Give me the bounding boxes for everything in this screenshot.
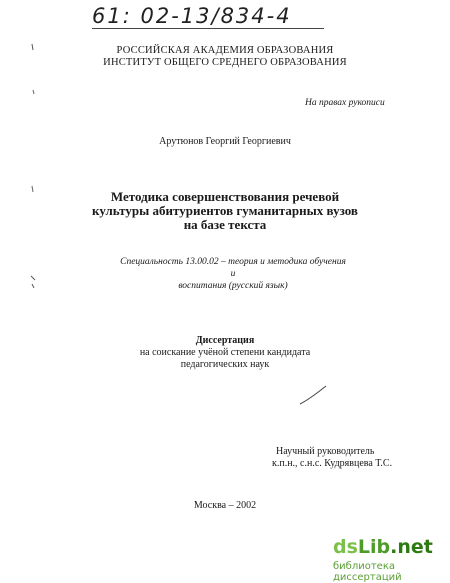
logo-part-ds: ds <box>333 536 358 558</box>
title-line-1: Методика совершенствования речевой <box>110 189 340 204</box>
signature-stroke <box>298 384 328 406</box>
logo-part-net: .net <box>390 536 433 558</box>
dissertation-title <box>0 190 450 232</box>
specialty-line-1: Специальность 13.00.02 – теория и методика обучения и <box>120 257 346 279</box>
city-year: Москва – 2002 <box>193 500 257 511</box>
specialty <box>118 256 348 292</box>
supervisor-line-2: к.п.н., с.н.с. Кудрявцева Т.С. <box>272 458 393 469</box>
degree-purpose-line-2: педагогических наук <box>180 359 270 370</box>
dissertation-label: Диссертация <box>195 335 255 346</box>
logo-part-lib: Lib <box>357 536 391 558</box>
watermark-subtitle: библиотека диссертаций <box>333 561 402 583</box>
dslib-watermark <box>333 536 450 583</box>
supervisor-block <box>272 446 393 470</box>
supervisor-line-1: Научный руководитель <box>276 446 375 457</box>
dslib-logo <box>333 536 433 558</box>
organization-line-2: ИНСТИТУТ ОБЩЕГО СРЕДНЕГО ОБРАЗОВАНИЯ <box>103 57 347 68</box>
degree-purpose-line-1: на соискание учёной степени кандидата <box>139 347 311 358</box>
handwritten-archive-code: 61: 02-13/834-4 <box>92 4 292 28</box>
archive-code-underline <box>92 28 324 29</box>
margin-scan-marks <box>26 36 40 296</box>
specialty-line-2: воспитания (русский язык) <box>178 281 288 291</box>
author-name: Арутюнов Георгий Георгиевич <box>159 136 291 147</box>
rights-note: На правах рукописи <box>305 98 385 108</box>
title-line-2: культуры абитуриентов гуманитарных вузов <box>92 203 358 218</box>
title-line-3: на базе текста <box>183 217 267 232</box>
degree-purpose <box>0 347 450 371</box>
organization-header <box>0 45 450 69</box>
organization-line-1: РОССИЙСКАЯ АКАДЕМИЯ ОБРАЗОВАНИЯ <box>116 45 334 56</box>
